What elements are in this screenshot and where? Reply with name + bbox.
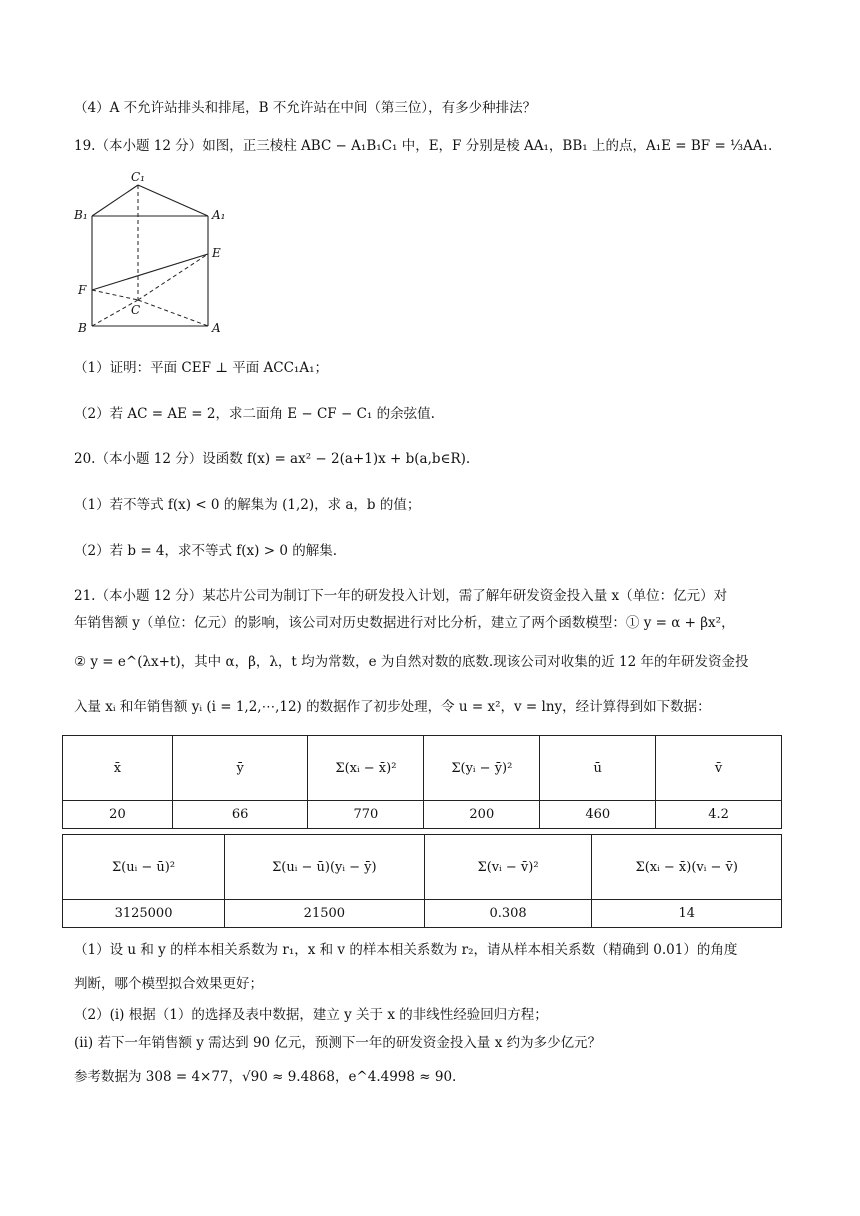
segment-ce xyxy=(138,254,208,300)
q20-part1: （1）若不等式 f(x) < 0 的解集为 (1,2)，求 a，b 的值； xyxy=(74,497,421,513)
t2-value-sum-vv: 0.308 xyxy=(424,900,592,928)
q21-part1-line2: 判断，哪个模型拟合效果更好； xyxy=(74,976,263,992)
q19-stem: 19.（本小题 12 分）如图，正三棱柱 ABC − A₁B₁C₁ 中，E，F 分别是棱 AA₁，BB₁ 上的点，A₁E = BF = ⅓AA₁. xyxy=(74,138,773,154)
label-b: B xyxy=(78,321,87,335)
t2-header-sum-xv: Σ(xᵢ − x̄)(vᵢ − v̄) xyxy=(592,835,782,900)
t1-header-xbar: x̄ xyxy=(63,736,173,801)
label-f: F xyxy=(78,283,87,297)
segment-fc xyxy=(92,290,138,300)
data-table-2 xyxy=(62,834,782,928)
q21-part2-ii: (ⅱ) 若下一年销售额 y 需达到 90 亿元，预测下一年的研发资金投入量 x 约为多少亿元？ xyxy=(74,1035,602,1051)
t1-value-vbar: 4.2 xyxy=(656,801,782,829)
label-c: C xyxy=(131,303,141,317)
edge-c1a1 xyxy=(138,185,208,216)
label-c1: C₁ xyxy=(131,170,145,184)
t2-header-sum-uy: Σ(uᵢ − ū)(yᵢ − ȳ) xyxy=(225,835,425,900)
t2-value-sum-uu: 3125000 xyxy=(63,900,225,928)
segment-fe xyxy=(92,254,208,290)
t1-value-sum-xx: 770 xyxy=(308,801,424,829)
prism-figure xyxy=(70,168,230,340)
t2-header-sum-uu: Σ(uᵢ − ū)² xyxy=(63,835,225,900)
q18-part4: （4）A 不允许站排头和排尾，B 不允许站在中间（第三位），有多少种排法？ xyxy=(74,100,537,116)
t1-header-ubar: ū xyxy=(540,736,656,801)
q21-stem-line3: ② y = e^(λx+t)，其中 α，β，λ，t 均为常数，e 为自然对数的底数.现该公司对收集的近 12 年的年研发资金投 xyxy=(74,654,749,670)
t2-value-sum-xv: 14 xyxy=(592,900,782,928)
label-e: E xyxy=(212,246,221,260)
t1-value-xbar: 20 xyxy=(63,801,173,829)
q21-stem-line4: 入量 xᵢ 和年销售额 yᵢ (i = 1,2,⋯,12) 的数据作了初步处理，令 u = x²，v = lny，经计算得到如下数据： xyxy=(74,699,711,715)
t1-header-sum-yy: Σ(yᵢ − ȳ)² xyxy=(424,736,540,801)
q19-part2: （2）若 AC = AE = 2，求二面角 E − CF − C₁ 的余弦值. xyxy=(74,406,435,422)
label-a1: A₁ xyxy=(212,208,226,222)
edge-ca xyxy=(138,300,208,326)
t2-value-sum-uy: 21500 xyxy=(225,900,425,928)
t1-value-sum-yy: 200 xyxy=(424,801,540,829)
q21-part1-line1: （1）设 u 和 y 的样本相关系数为 r₁，x 和 v 的样本相关系数为 r₂，请从样本相关系数（精确到 0.01）的角度 xyxy=(74,942,738,958)
t2-header-sum-vv: Σ(vᵢ − v̄)² xyxy=(424,835,592,900)
edge-b1c1 xyxy=(92,185,138,216)
q20-part2: （2）若 b = 4，求不等式 f(x) > 0 的解集. xyxy=(74,543,338,559)
q19-part1: （1）证明：平面 CEF ⊥ 平面 ACC₁A₁； xyxy=(74,360,328,376)
q21-stem-line2: 年销售额 y（单位：亿元）的影响，该公司对历史数据进行对比分析，建立了两个函数模型：① y = α + βx²， xyxy=(74,615,735,631)
t1-value-ubar: 460 xyxy=(540,801,656,829)
t1-header-ybar: ȳ xyxy=(172,736,308,801)
t1-header-vbar: v̄ xyxy=(656,736,782,801)
q21-part2-i: （2）(ⅰ) 根据（1）的选择及表中数据，建立 y 关于 x 的非线性经验回归方程； xyxy=(74,1007,548,1023)
label-a: A xyxy=(212,321,221,335)
data-table-1 xyxy=(62,735,782,829)
q21-reference: 参考数据为 308 = 4×77，√90 ≈ 9.4868，e^4.4998 ≈ 90. xyxy=(74,1069,457,1085)
q21-stem-line1: 21.（本小题 12 分）某芯片公司为制订下一年的研发投入计划，需了解年研发资金投入量 x（单位：亿元）对 xyxy=(74,588,728,604)
label-b1: B₁ xyxy=(74,208,88,222)
t1-header-sum-xx: Σ(xᵢ − x̄)² xyxy=(308,736,424,801)
t1-value-ybar: 66 xyxy=(172,801,308,829)
q20-stem: 20.（本小题 12 分）设函数 f(x) = ax² − 2(a+1)x + b(a,b∈R). xyxy=(74,451,471,467)
